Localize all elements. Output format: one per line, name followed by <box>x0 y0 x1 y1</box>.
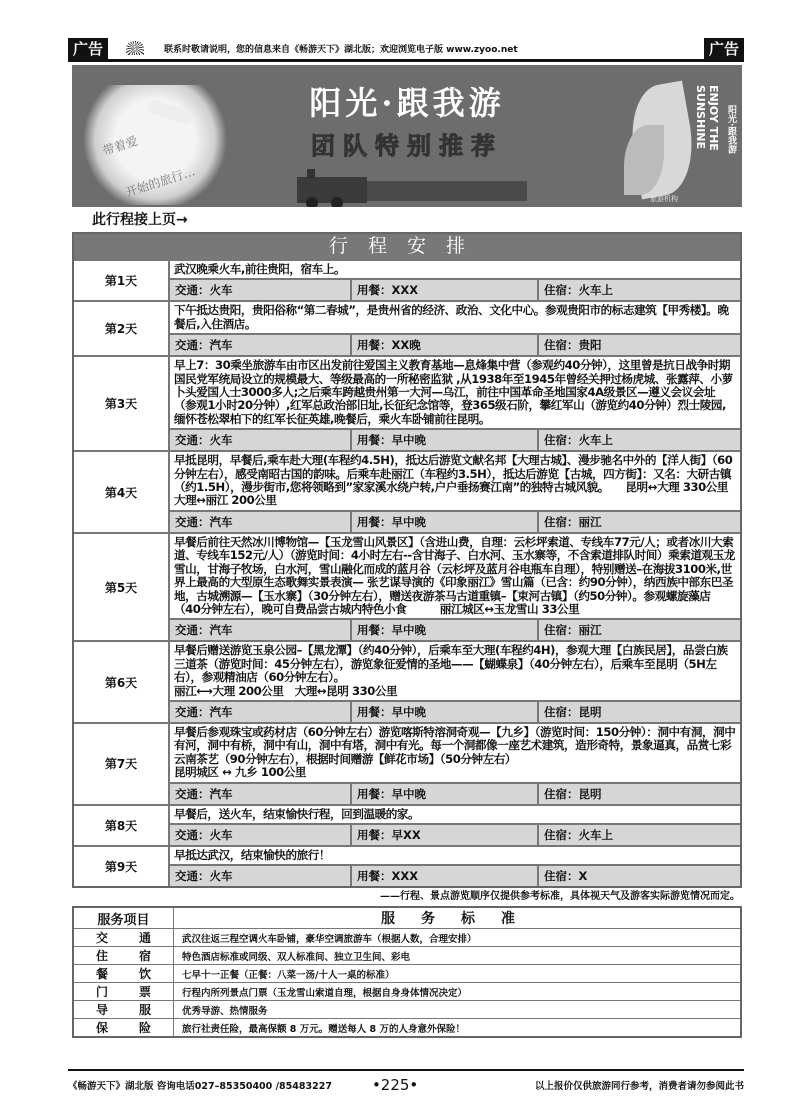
day-label: 第2天 <box>74 302 170 355</box>
day-info <box>170 428 740 450</box>
footer-contact: 《畅游天下》湖北版 咨询电话027–85350400 /85483227 <box>68 1081 332 1092</box>
service-value: 七早十一正餐（正餐：八菜一汤/十人一桌的标准） <box>182 969 395 981</box>
header-item: 服务项目 <box>74 908 174 928</box>
ad-header <box>68 38 744 62</box>
banner <box>72 65 742 207</box>
service-value: 优秀导游、热情服务 <box>182 1005 268 1017</box>
day-description: 早餐后赠送游览玉泉公园–【黑龙潭】（约40分钟），后乘车至大理(车程约4H)，参观大理【白族民居】，品尝白族三道茶（游览时间：45分钟左右），游览象征爱情的圣地——【蝴蝶泉】（40分钟左右），后乘车至昆明（5H左右），参观精油店（60分钟左右）。 丽江⟷大理 200公里 大理↔昆明 330公里 <box>174 643 728 698</box>
page-number: •225• <box>371 1076 419 1094</box>
transport: 交通：火车 <box>170 430 352 450</box>
day-row <box>74 532 740 640</box>
transport: 交通：火车 <box>170 280 352 300</box>
service-label-b: 服 <box>138 1003 151 1018</box>
meals: 用餐：早中晚 <box>352 512 539 532</box>
brand-en: ENJOY THE SUNSHINE <box>694 85 720 151</box>
day-label: 第6天 <box>74 642 170 722</box>
service-row <box>74 1018 740 1036</box>
continued-note: 此行程接上页→ <box>92 212 188 228</box>
header-standard: 服务标准 <box>381 911 541 928</box>
service-value: 旅行社责任险，最高保额 8 万元。赠送每人 8 万的人身意外保险！ <box>182 1023 465 1035</box>
transport: 交通：汽车 <box>170 784 352 804</box>
day-label: 第5天 <box>74 534 170 640</box>
itinerary-table <box>72 232 742 888</box>
service-label <box>74 947 174 964</box>
day-row <box>74 722 740 804</box>
day-label: 第4天 <box>74 452 170 532</box>
day-label: 第9天 <box>74 847 170 886</box>
services-table <box>72 906 742 1038</box>
service-label-a: 门 <box>96 985 109 1000</box>
accommodation: 住宿：丽江 <box>544 514 602 529</box>
service-value: 特色酒店标准或同级、双人标准间、独立卫生间、彩电 <box>182 951 411 963</box>
ad-tag-right: 广告 <box>704 38 744 60</box>
service-label-a: 住 <box>96 949 109 964</box>
day-description: 下午抵达贵阳，贵阳俗称“第二春城”，是贵州省的经济、政治、文化中心。参观贵阳市的标志建筑【甲秀楼】。晚餐后,入住酒店。 <box>174 303 729 331</box>
accommodation: 住宿：火车上 <box>544 827 613 842</box>
ad-notice: 联系时敬请说明，您的信息来自《畅游天下》湖北版；欢迎浏览电子版 www.zyoo.net <box>164 45 518 55</box>
meals: 用餐：早中晚 <box>352 430 539 450</box>
meals: 用餐：XXX <box>352 866 539 886</box>
service-row <box>74 1000 740 1018</box>
transport: 交通：汽车 <box>170 335 352 355</box>
day-description: 早抵昆明，早餐后,乘车赴大理(车程约4.5H)，抵达后游览文献名邦【大理古城】、漫步驰名中外的【洋人街】（60分钟左右），感受南昭古国的韵味。后乘车赴丽江（车程约3.5H），抵达后游览【古城，四方街】：又名：大研古镇（约1.5H），漫步街市,您将领略到”家家溪水绕户转,户户垂扬赛江南”的独特古城风貌。 昆明↔大理 330公里 大理↔丽江 200公里 <box>174 453 740 508</box>
meals: 用餐：早XX <box>352 825 539 845</box>
day-label: 第8天 <box>74 806 170 845</box>
day-info <box>170 618 740 640</box>
day-info <box>170 333 740 355</box>
cloud-text-1: 带着爱 <box>100 133 140 159</box>
service-label-b: 宿 <box>138 949 151 964</box>
ad-tag-left: 广告 <box>68 38 108 60</box>
accommodation: 住宿：贵阳 <box>544 338 602 353</box>
service-row <box>74 928 740 946</box>
cloud-text-2: 开始的旅行… <box>123 164 197 200</box>
meals: 用餐：早中晚 <box>352 702 539 722</box>
accommodation: 住宿：火车上 <box>544 283 613 298</box>
service-value: 武汉往返三程空调火车卧铺，豪华空调旅游车（根据人数，合理安排） <box>182 933 477 945</box>
day-info <box>170 510 740 532</box>
service-row <box>74 982 740 1000</box>
day-label: 第7天 <box>74 724 170 804</box>
day-info <box>170 782 740 804</box>
banner-subtitle: 团队特别推荐 <box>311 132 503 160</box>
accommodation: 住宿：昆明 <box>544 704 602 719</box>
itinerary-title: 行程安排 <box>74 234 740 259</box>
service-label <box>74 965 174 982</box>
day-description: 早餐后参观珠宝或药材店（60分钟左右）游览喀斯特溶洞奇观—【九乡】（游览时间：150分钟）：洞中有洞，洞中有河，洞中有桥，洞中有山，洞中有塔，洞中有光。每一个洞都像一座艺术建筑，造形奇特，景象逼真，品赏七彩云南茶艺（90分钟左右），根据时间赠游【鲜花市场】（50分钟左右） 昆明城区 ↔ 九乡 100公里 <box>174 724 736 780</box>
service-value: 行程内所列景点门票（玉龙雪山索道自理，根据自身身体情况决定） <box>182 987 468 999</box>
banner-title: 阳光·跟我游 <box>309 84 505 122</box>
accommodation: 住宿：昆明 <box>544 786 602 801</box>
train-icon <box>277 169 537 207</box>
itinerary-note: ——行程、景点游览顺序仅提供参考标准，具体视天气及游客实际游览情况而定。 <box>380 891 740 903</box>
day-row <box>74 640 740 722</box>
day-description: 早上7：30乘坐旅游车由市区出发前往爱国主义教育基地—息烽集中营（参观约40分钟），这里曾是抗日战争时期国民党军统局设立的规模最大、等级最高的一所秘密监狱 ,从1938年至1945年曾经关押过杨虎城、张露萍、小萝卜头爱国人士3000多人;之后乘车跨越贵州第一大河—乌江，前往中国革命圣地国家4A级景区—遵义会议会址（参观1小时20分钟）,红军总政治部旧址,长征纪念馆等，登365级石阶，攀红军山（游览约40分钟）烈士陵园,缅怀苍松翠柏下的红军长征英雄,晚餐后，乘火车卧铺前往昆明。 <box>174 358 733 426</box>
service-row <box>74 946 740 964</box>
day-row <box>74 355 740 450</box>
day-description: 早餐后前往天然冰川博物馆—【玉龙雪山风景区】（含进山费，自理：云杉坪索道、专线车77元/人；或者冰川大索道、专线车152元/人）（游览时间：4小时左右--含甘海子、白水河、玉水寨等，不含索道排队时间）乘索道观玉龙雪山，甘海子牧场，白水河，雪山融化而成的蓝月谷（云杉坪及蓝月谷电瓶车自理），特别赠送–在海拔3100米,世界上最高的大型原生态歌舞实景表演— 张艺谋导演的《印象丽江》雪山篇（已含：约90分钟），纳西族中部东巴圣地，古城溯源—【玉水寨】（30分钟左右），赠送夜游茶马古道重镇–【束河古镇】（约50分钟）。参观螺旋藻店（40分钟左右），晚可自费品尝古城内特色小食 丽江城区↔玉龙雪山 33公里 <box>174 534 735 616</box>
service-label-a: 导 <box>96 1003 109 1018</box>
day-description: 武汉晚乘火车,前往贵阳，宿车上。 <box>174 262 346 276</box>
footer-disclaimer: 以上报价仅供旅游同行参考，消费者请勿参阅此书 <box>534 1081 744 1092</box>
transport: 交通：汽车 <box>170 702 352 722</box>
day-row <box>74 259 740 300</box>
transport: 交通：汽车 <box>170 512 352 532</box>
day-info <box>170 823 740 845</box>
meals: 用餐：早中晚 <box>352 784 539 804</box>
accommodation: 住宿：丽江 <box>544 623 602 638</box>
services-header <box>74 908 740 928</box>
day-row <box>74 804 740 845</box>
service-label <box>74 1019 174 1036</box>
service-label <box>74 929 174 946</box>
service-label-b: 险 <box>138 1021 151 1036</box>
day-info <box>170 278 740 300</box>
service-label-b: 通 <box>138 931 151 946</box>
transport: 交通：火车 <box>170 866 352 886</box>
accommodation: 住宿：火车上 <box>544 433 613 448</box>
accommodation: 住宿：X <box>544 869 588 884</box>
meals: 用餐：XXX <box>352 280 539 300</box>
brand-small: 旅游机构 <box>650 195 678 203</box>
day-row <box>74 450 740 532</box>
footer <box>68 1069 744 1094</box>
day-description: 早抵达武汉，结束愉快的旅行！ <box>174 847 331 862</box>
day-row <box>74 300 740 355</box>
service-row <box>74 964 740 982</box>
transport: 交通：汽车 <box>170 620 352 640</box>
service-label-a: 交 <box>96 931 109 946</box>
magazine-logo-icon <box>116 39 156 59</box>
brand-cn: 阳光·跟我游 <box>726 105 736 154</box>
content-flow <box>68 232 744 1094</box>
day-label: 第3天 <box>74 357 170 450</box>
day-label: 第1天 <box>74 261 170 300</box>
day-info <box>170 700 740 722</box>
transport: 交通：火车 <box>170 825 352 845</box>
day-info <box>170 864 740 886</box>
service-label-b: 票 <box>138 985 151 1000</box>
service-label <box>74 1001 174 1018</box>
meals: 用餐：XX晚 <box>352 335 539 355</box>
day-row <box>74 845 740 886</box>
meals: 用餐：早中晚 <box>352 620 539 640</box>
service-label-a: 保 <box>96 1021 109 1036</box>
day-description: 早餐后，送火车，结束愉快行程，回到温暖的家。 <box>174 806 420 821</box>
service-label <box>74 983 174 1000</box>
service-label-a: 餐 <box>96 967 109 982</box>
service-label-b: 饮 <box>138 967 151 982</box>
